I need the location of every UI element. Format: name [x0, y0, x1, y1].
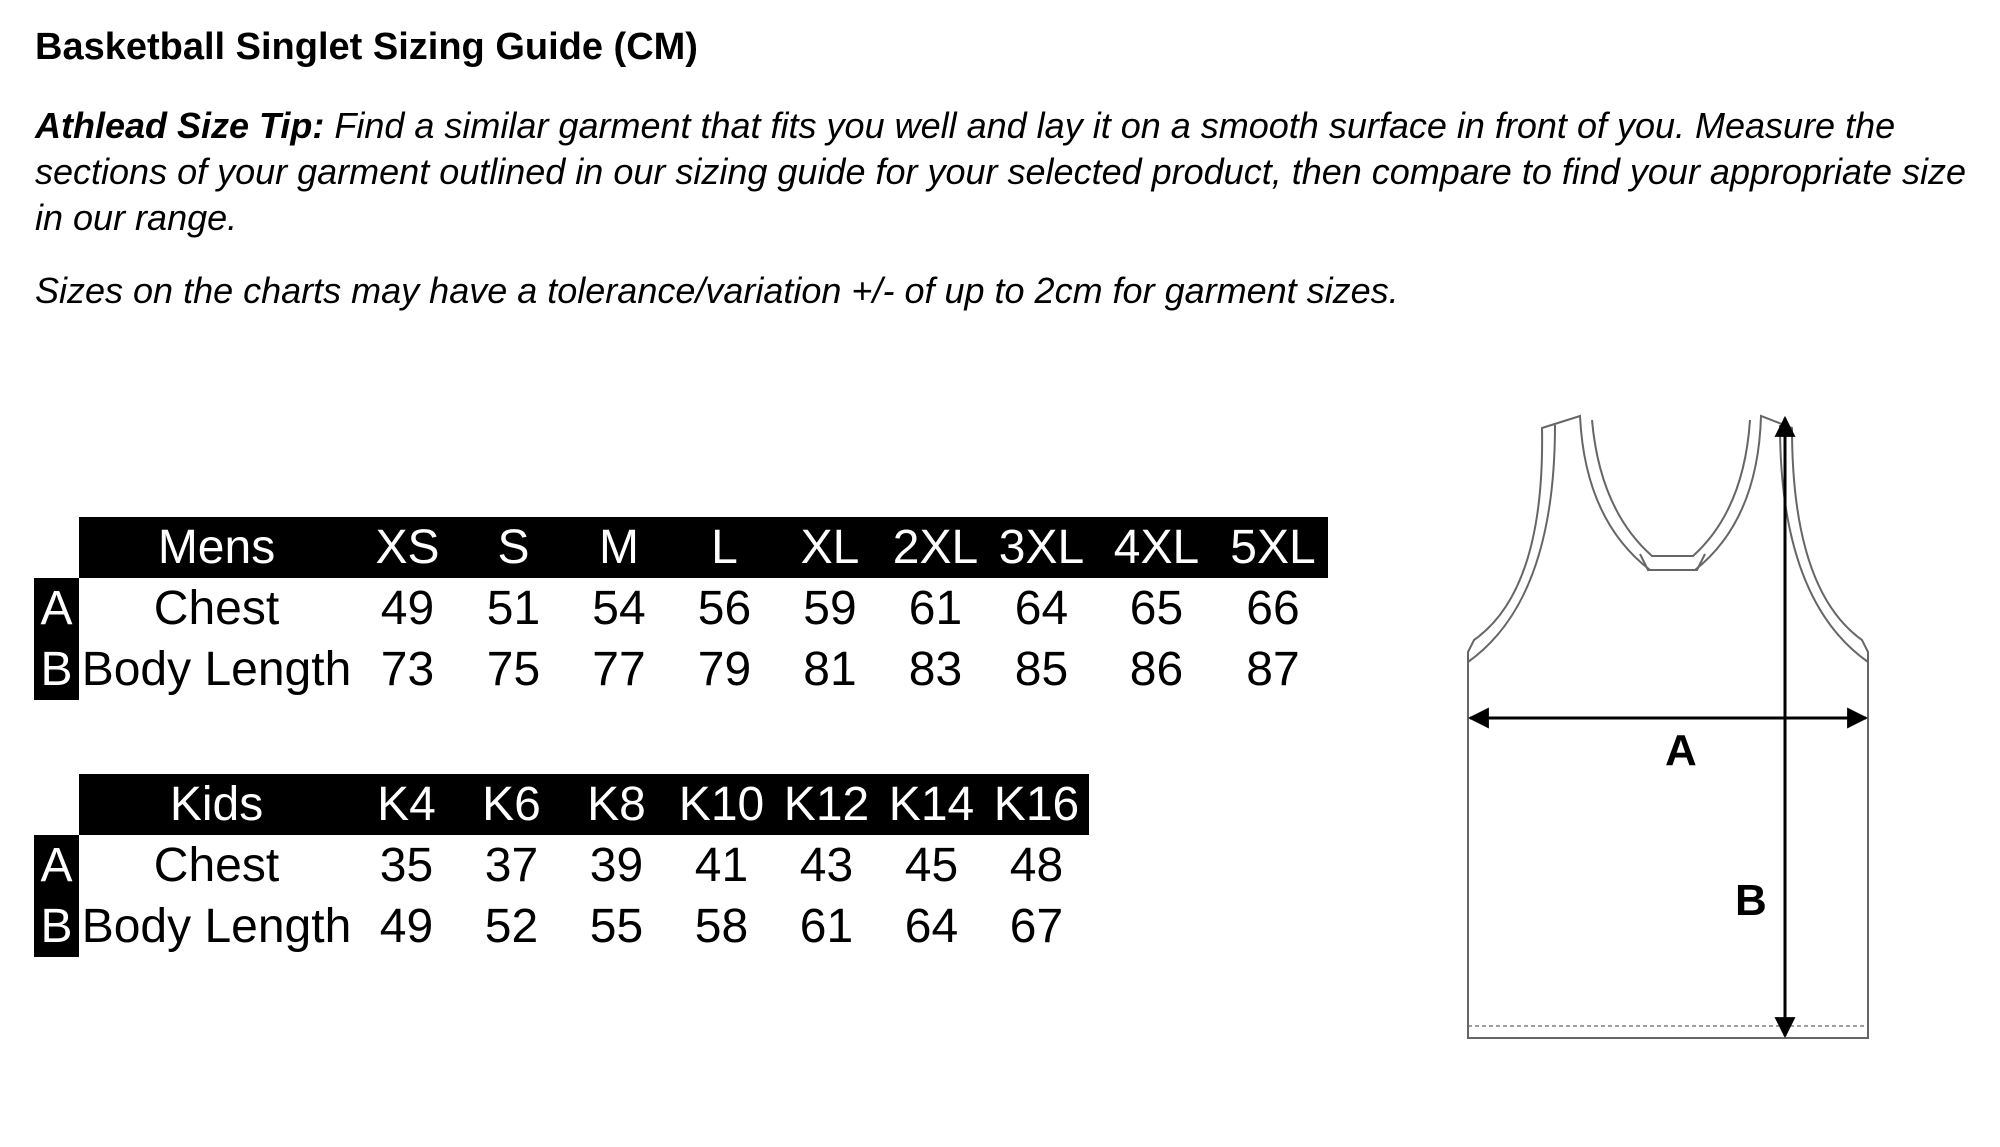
table-cell: 55 [589, 900, 644, 953]
kids-size-k14: K14 [879, 774, 984, 835]
row-label-chest: Chest [153, 582, 280, 635]
mens-header-spacer [34, 517, 79, 578]
table-cell: 49 [380, 582, 435, 635]
table-cell: 59 [803, 582, 857, 635]
singlet-diagram [1450, 400, 1910, 1060]
kids-header-row [34, 774, 1089, 835]
table-cell: 83 [908, 643, 963, 696]
table-cell: 65 [1129, 582, 1184, 635]
table-cell: 43 [799, 839, 854, 892]
mens-size-s: S [461, 517, 566, 578]
table-cell: 77 [592, 643, 646, 696]
kids-size-table [34, 774, 1089, 957]
table-cell: 67 [1009, 900, 1064, 953]
table-cell: 73 [380, 643, 435, 696]
table-cell: 75 [486, 643, 541, 696]
mens-size-table [34, 517, 1328, 700]
table-cell: 61 [908, 582, 963, 635]
table-cell: 79 [697, 643, 752, 696]
row-label-chest: Chest [153, 839, 280, 892]
table-cell: 58 [694, 900, 749, 953]
table-cell: 61 [799, 900, 854, 953]
kids-size-k12: K12 [774, 774, 879, 835]
row-letter-a: A [34, 578, 79, 639]
row-letter-b: B [34, 896, 79, 957]
table-cell: 45 [904, 839, 959, 892]
mens-size-l: L [672, 517, 777, 578]
size-tip-label: Athlead Size Tip: [35, 105, 325, 146]
mens-size-2xl: 2XL [883, 517, 988, 578]
table-cell: 39 [589, 839, 644, 892]
kids-size-k16: K16 [984, 774, 1089, 835]
table-cell: 66 [1246, 582, 1300, 635]
table-cell: 64 [1014, 582, 1069, 635]
page-title: Basketball Singlet Sizing Guide (CM) [35, 26, 698, 68]
size-tip-text: Find a similar garment that fits you well and lay it on a smooth surface in front of you. Measure the sections of your garment outlined in our sizing guide for your selected product, then compare to find your appropriate size in our range. [35, 105, 1967, 238]
row-letter-a: A [34, 835, 79, 896]
mens-size-m: M [566, 517, 672, 578]
mens-header-label: Mens [79, 517, 354, 578]
row-label-body-length: Body Length [81, 643, 352, 696]
row-letter-b: B [34, 639, 79, 700]
table-cell: 56 [697, 582, 752, 635]
table-cell: 41 [694, 839, 749, 892]
kids-body-length-row [34, 896, 1089, 957]
size-tip [35, 103, 1985, 241]
kids-chest-row [34, 835, 1089, 896]
kids-header-spacer [34, 774, 79, 835]
row-label-body-length: Body Length [81, 900, 352, 953]
table-cell: 49 [379, 900, 434, 953]
kids-size-k6: K6 [459, 774, 564, 835]
kids-size-k4: K4 [354, 774, 459, 835]
kids-size-k10: K10 [669, 774, 774, 835]
table-cell: 87 [1246, 643, 1300, 696]
tolerance-note: Sizes on the charts may have a tolerance/variation +/- of up to 2cm for garment sizes. [35, 270, 1399, 311]
table-cell: 48 [1009, 839, 1064, 892]
table-cell: 35 [379, 839, 434, 892]
measurement-b-label: B [1735, 876, 1767, 925]
mens-size-5xl: 5XL [1218, 517, 1328, 578]
table-cell: 54 [592, 582, 646, 635]
table-cell: 52 [484, 900, 539, 953]
table-cell: 51 [486, 582, 541, 635]
mens-header-row [34, 517, 1328, 578]
mens-size-xl: XL [777, 517, 883, 578]
table-cell: 81 [803, 643, 857, 696]
mens-size-3xl: 3XL [988, 517, 1095, 578]
mens-body-length-row [34, 639, 1328, 700]
mens-size-xs: XS [354, 517, 461, 578]
kids-header-label: Kids [79, 774, 354, 835]
mens-chest-row [34, 578, 1328, 639]
kids-size-k8: K8 [564, 774, 669, 835]
table-cell: 37 [484, 839, 539, 892]
table-cell: 64 [904, 900, 959, 953]
table-cell: 86 [1129, 643, 1184, 696]
measurement-a-label: A [1665, 726, 1697, 775]
mens-size-4xl: 4XL [1095, 517, 1218, 578]
table-cell: 85 [1014, 643, 1069, 696]
